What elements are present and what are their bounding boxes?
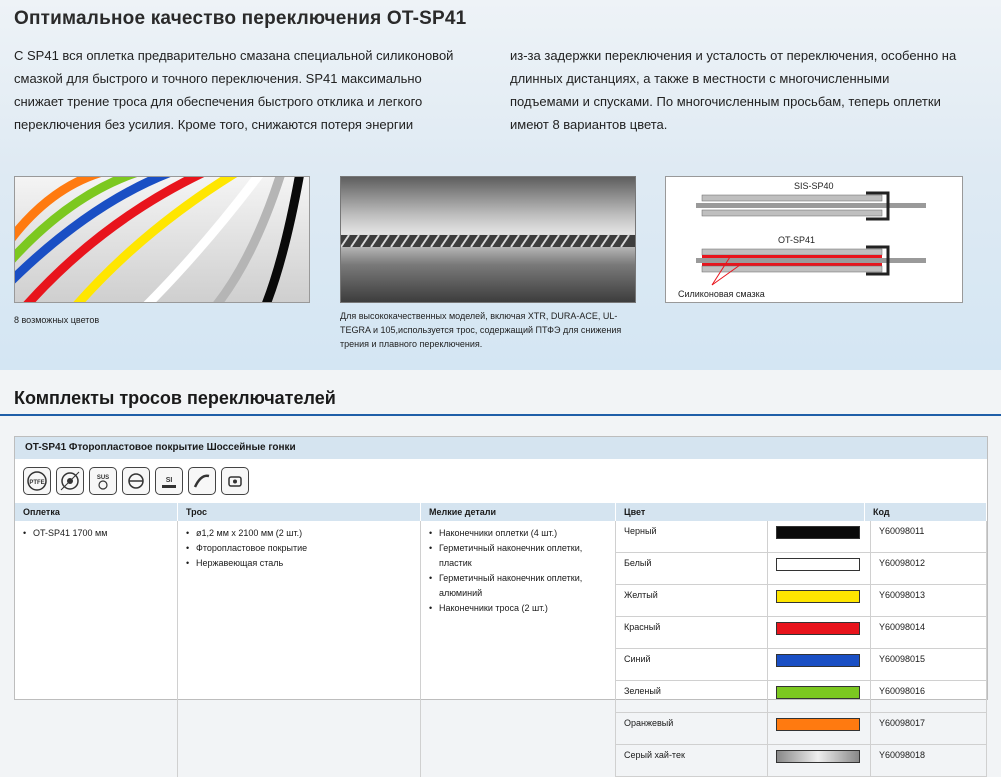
color-code: Y60098015 [871,649,987,681]
color-code: Y60098017 [871,713,987,745]
color-name: Оранжевый [616,713,768,745]
col-header-code: Код [865,503,987,521]
col-header-cable: Трос [178,503,421,521]
cap-icon [221,467,249,495]
color-name: Синий [616,649,768,681]
product-table [14,436,988,760]
color-code: Y60098018 [871,745,987,777]
diagram-label-grease: Силиконовая смазка [678,289,765,299]
cable-cell [178,521,421,777]
color-code-table [616,521,987,777]
intro-paragraph-left: С SP41 вся оплетка предварительно смазана специальной силиконовой смазкой для быстрого и точного переключения. SP41 максимально снижает трение троса для обеспечения быстрого отклика и легкого переключения без усилия. Кроме того, снижаются потеря энергии [14,48,454,132]
table-title: OT-SP41 Фторопластовое покрытие Шоссейные гонки [15,437,987,459]
color-code: Y60098012 [871,553,987,585]
intro-panel [0,0,1001,370]
color-swatch [776,750,860,763]
color-row [616,585,986,617]
col-header-housing: Оплетка [15,503,178,521]
caption-colors: 8 возможных цветов [14,315,100,325]
color-swatch-cell [768,681,871,713]
housing-cell [15,521,178,777]
color-code: Y60098011 [871,521,987,553]
color-code: Y60098014 [871,617,987,649]
housing-diagram [665,176,963,303]
color-swatch-cell [768,745,871,777]
color-row [616,617,986,649]
color-name: Зеленый [616,681,768,713]
cable-cross-section-icon [56,467,84,495]
col-header-parts: Мелкие детали [421,503,616,521]
color-name: Желтый [616,585,768,617]
silicone-icon [155,467,183,495]
color-row [616,713,986,745]
col-header-color: Цвет [616,503,865,521]
caption-cable: Для высококачественных моделей, включая XTR, DURA-ACE, UL-TEGRA и 105,используется трос, содержащий ПТФЭ для снижения трения и плавного переключения. [340,311,622,349]
color-swatch-cell [768,713,871,745]
cable-item: • Фторопластовое покрытие [186,541,412,556]
color-code: Y60098013 [871,585,987,617]
color-swatch [776,654,860,667]
color-row [616,745,986,777]
diagram-label-ot-sp41: OT-SP41 [778,235,816,245]
ptfe-icon [23,467,51,495]
feature-icons [23,467,249,497]
color-swatch [776,590,860,603]
color-swatch-cell [768,553,871,585]
color-swatch [776,622,860,635]
color-name: Серый хай-тек [616,745,768,777]
parts-item: • Герметичный наконечник оплетки, алюминий [429,571,607,601]
color-row [616,681,986,713]
svg-text:SI: SI [165,477,173,484]
cable-item: • ø1,2 мм x 2100 мм (2 шт.) [186,526,412,541]
color-cables-photo [14,176,310,303]
section-title: Комплекты тросов переключателей [14,388,336,408]
parts-item: • Наконечники троса (2 шт.) [429,601,607,616]
color-name: Черный [616,521,768,553]
color-swatch [776,686,860,699]
color-name: Белый [616,553,768,585]
color-swatch [776,718,860,731]
color-swatch-cell [768,521,871,553]
color-code: Y60098016 [871,681,987,713]
parts-item: • Герметичный наконечник оплетки, пластик [429,541,607,571]
diagram-label-sis-sp40: SIS-SP40 [794,181,834,191]
sus-icon [89,467,117,495]
intro-paragraph-right: из-за задержки переключения и усталость от переключения, особенно на длинных дистанциях, а также в местности с многочисленными подъемами и спусками. По многочисленным просьбам, теперь оплетки имеют 8 вариантов цвета. [510,48,957,132]
svg-text:SUS: SUS [96,475,110,481]
color-row [616,649,986,681]
spec-table [15,503,987,777]
section-divider [0,414,1001,416]
color-code-cell [616,521,987,777]
housing-item: • OT-SP41 1700 мм [23,526,169,541]
color-swatch [776,526,860,539]
color-swatch [776,558,860,571]
steel-cable-photo [340,176,636,303]
svg-text:PTFE: PTFE [29,480,45,486]
color-swatch-cell [768,585,871,617]
parts-cell [421,521,616,777]
cable-item: • Нержавеющая сталь [186,556,412,571]
page-title: Оптимальное качество переключения OT-SP41 [14,8,467,29]
parts-item: • Наконечники оплетки (4 шт.) [429,526,607,541]
cable-end-icon [188,467,216,495]
color-row [616,553,986,585]
color-row [616,521,986,553]
pulley-icon [122,467,150,495]
color-swatch-cell [768,649,871,681]
color-name: Красный [616,617,768,649]
color-swatch-cell [768,617,871,649]
